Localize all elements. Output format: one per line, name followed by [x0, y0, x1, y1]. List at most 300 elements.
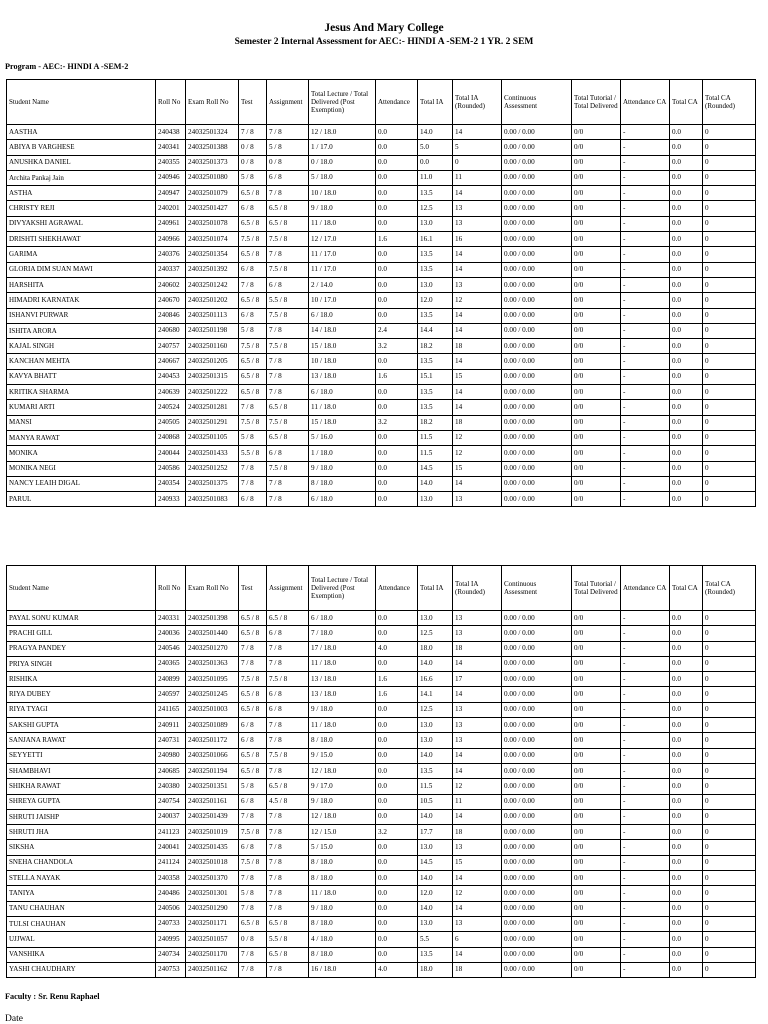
cell-continuous-assessment: 0.00 / 0.00: [502, 702, 572, 717]
cell-tutorials: 0/0: [572, 932, 621, 947]
cell-attendance-ca: -: [621, 262, 670, 277]
column-header-total-ia-rounded: Total IA (Rounded): [453, 566, 502, 611]
cell-lectures: 6 / 18.0: [309, 308, 376, 323]
cell-exam-roll-no: 24032501375: [186, 476, 239, 491]
table-row: [7, 125, 756, 140]
cell-lectures: 5 / 16.0: [309, 430, 376, 445]
cell-attendance: 3.2: [376, 339, 418, 354]
cell-exam-roll-no: 24032501363: [186, 656, 239, 671]
cell-roll-no: 240899: [156, 672, 186, 687]
cell-exam-roll-no: 24032501222: [186, 385, 239, 400]
cell-total-ia-rounded: 15: [453, 855, 502, 870]
cell-assignment: 7 / 8: [267, 125, 309, 140]
program-label: Program - AEC:- HINDI A -SEM-2: [5, 62, 129, 71]
cell-total-ia-rounded: 13: [453, 718, 502, 733]
column-header-attendance: Attendance: [376, 80, 418, 125]
cell-tutorials: 0/0: [572, 446, 621, 461]
cell-total-ia-rounded: 5: [453, 140, 502, 155]
table-row: [7, 809, 756, 824]
cell-roll-no: 240868: [156, 430, 186, 445]
table-row: [7, 232, 756, 247]
cell-student-name: SHAMBHAVI: [7, 763, 156, 778]
cell-tutorials: 0/0: [572, 461, 621, 476]
cell-test: 5 / 8: [239, 779, 267, 794]
table-row: [7, 733, 756, 748]
cell-exam-roll-no: 24032501066: [186, 748, 239, 763]
cell-test: 7.5 / 8: [239, 855, 267, 870]
cell-attendance: 0.0: [376, 155, 418, 170]
cell-roll-no: 240602: [156, 277, 186, 292]
cell-assignment: 7.5 / 8: [267, 308, 309, 323]
cell-total-ca: 0.0: [670, 323, 703, 338]
cell-total-ca: 0.0: [670, 611, 703, 626]
cell-exam-roll-no: 24032501373: [186, 155, 239, 170]
cell-student-name: PAYAL SONU KUMAR: [7, 611, 156, 626]
cell-total-ia: 13.0: [418, 492, 453, 507]
cell-attendance: 1.6: [376, 672, 418, 687]
cell-student-name: RIYA DUBEY: [7, 687, 156, 702]
cell-total-ca: 0.0: [670, 277, 703, 292]
cell-roll-no: 240365: [156, 656, 186, 671]
cell-tutorials: 0/0: [572, 672, 621, 687]
cell-total-ia-rounded: 13: [453, 201, 502, 216]
cell-tutorials: 0/0: [572, 262, 621, 277]
cell-assignment: 6.5 / 8: [267, 611, 309, 626]
cell-lectures: 14 / 18.0: [309, 323, 376, 338]
cell-roll-no: 240546: [156, 641, 186, 656]
cell-assignment: 6 / 8: [267, 170, 309, 185]
cell-attendance-ca: -: [621, 308, 670, 323]
cell-continuous-assessment: 0.00 / 0.00: [502, 962, 572, 977]
cell-continuous-assessment: 0.00 / 0.00: [502, 748, 572, 763]
cell-continuous-assessment: 0.00 / 0.00: [502, 369, 572, 384]
cell-tutorials: 0/0: [572, 125, 621, 140]
cell-lectures: 0 / 18.0: [309, 155, 376, 170]
cell-assignment: 6 / 8: [267, 687, 309, 702]
table-row: [7, 932, 756, 947]
cell-assignment: 7 / 8: [267, 354, 309, 369]
cell-attendance-ca: -: [621, 400, 670, 415]
cell-test: 7 / 8: [239, 641, 267, 656]
cell-total-ca: 0.0: [670, 794, 703, 809]
cell-total-ia: 18.0: [418, 641, 453, 656]
cell-lectures: 15 / 18.0: [309, 415, 376, 430]
cell-roll-no: 240995: [156, 932, 186, 947]
cell-total-ca-rounded: 0: [703, 186, 756, 201]
cell-student-name: TULSI CHAUHAN: [7, 916, 156, 931]
cell-exam-roll-no: 24032501079: [186, 186, 239, 201]
column-header-continuous-assessment: Continuous Assessment: [502, 80, 572, 125]
cell-attendance-ca: -: [621, 962, 670, 977]
cell-roll-no: 240961: [156, 216, 186, 231]
cell-student-name: KAVYA BHATT: [7, 369, 156, 384]
cell-continuous-assessment: 0.00 / 0.00: [502, 201, 572, 216]
cell-total-ia: 15.1: [418, 369, 453, 384]
cell-exam-roll-no: 24032501242: [186, 277, 239, 292]
cell-attendance: 0.0: [376, 186, 418, 201]
cell-total-ia-rounded: 14: [453, 748, 502, 763]
cell-test: 5 / 8: [239, 323, 267, 338]
cell-roll-no: 240036: [156, 626, 186, 641]
cell-attendance: 0.0: [376, 492, 418, 507]
cell-roll-no: 240754: [156, 794, 186, 809]
cell-total-ca-rounded: 0: [703, 886, 756, 901]
cell-roll-no: 240037: [156, 809, 186, 824]
cell-continuous-assessment: 0.00 / 0.00: [502, 871, 572, 886]
cell-tutorials: 0/0: [572, 962, 621, 977]
cell-total-ca: 0.0: [670, 886, 703, 901]
cell-student-name: ISHANVI PURWAR: [7, 308, 156, 323]
table-row: [7, 277, 756, 292]
cell-lectures: 8 / 18.0: [309, 733, 376, 748]
cell-total-ia-rounded: 15: [453, 369, 502, 384]
cell-student-name: STELLA NAYAK: [7, 871, 156, 886]
cell-attendance: 0.0: [376, 262, 418, 277]
cell-test: 6 / 8: [239, 718, 267, 733]
cell-total-ca: 0.0: [670, 369, 703, 384]
cell-total-ca: 0.0: [670, 430, 703, 445]
cell-total-ia-rounded: 17: [453, 672, 502, 687]
cell-exam-roll-no: 24032501315: [186, 369, 239, 384]
cell-total-ia-rounded: 12: [453, 779, 502, 794]
cell-attendance: 0.0: [376, 809, 418, 824]
cell-student-name: GARIMA: [7, 247, 156, 262]
cell-lectures: 10 / 18.0: [309, 186, 376, 201]
column-header-attendance-ca: Attendance CA: [621, 566, 670, 611]
cell-attendance: 0.0: [376, 932, 418, 947]
cell-total-ca: 0.0: [670, 916, 703, 931]
cell-attendance-ca: -: [621, 216, 670, 231]
cell-total-ia: 12.0: [418, 293, 453, 308]
date-label: Date: [5, 1014, 23, 1024]
cell-total-ia: 13.0: [418, 733, 453, 748]
header-row: [7, 566, 756, 611]
cell-attendance: 0.0: [376, 702, 418, 717]
cell-attendance: 0.0: [376, 293, 418, 308]
cell-roll-no: 240680: [156, 323, 186, 338]
cell-exam-roll-no: 24032501388: [186, 140, 239, 155]
cell-assignment: 6.5 / 8: [267, 430, 309, 445]
column-header-test: Test: [239, 566, 267, 611]
cell-total-ia: 18.2: [418, 415, 453, 430]
cell-total-ia: 18.2: [418, 339, 453, 354]
cell-roll-no: 240331: [156, 611, 186, 626]
cell-assignment: 7.5 / 8: [267, 415, 309, 430]
cell-exam-roll-no: 24032501370: [186, 871, 239, 886]
table-row: [7, 430, 756, 445]
cell-total-ia: 16.1: [418, 232, 453, 247]
cell-roll-no: 240044: [156, 446, 186, 461]
cell-exam-roll-no: 24032501057: [186, 932, 239, 947]
cell-lectures: 9 / 15.0: [309, 748, 376, 763]
cell-test: 7.5 / 8: [239, 825, 267, 840]
cell-tutorials: 0/0: [572, 901, 621, 916]
cell-continuous-assessment: 0.00 / 0.00: [502, 308, 572, 323]
cell-attendance-ca: -: [621, 763, 670, 778]
cell-total-ca: 0.0: [670, 415, 703, 430]
cell-test: 6.5 / 8: [239, 763, 267, 778]
cell-continuous-assessment: 0.00 / 0.00: [502, 794, 572, 809]
cell-lectures: 6 / 18.0: [309, 492, 376, 507]
cell-attendance-ca: -: [621, 461, 670, 476]
cell-exam-roll-no: 24032501202: [186, 293, 239, 308]
cell-test: 6 / 8: [239, 492, 267, 507]
cell-roll-no: 240524: [156, 400, 186, 415]
cell-test: 7 / 8: [239, 947, 267, 962]
cell-total-ia: 14.0: [418, 748, 453, 763]
cell-total-ca-rounded: 0: [703, 430, 756, 445]
cell-total-ca: 0.0: [670, 354, 703, 369]
cell-lectures: 1 / 18.0: [309, 446, 376, 461]
cell-roll-no: 240201: [156, 201, 186, 216]
cell-continuous-assessment: 0.00 / 0.00: [502, 400, 572, 415]
cell-student-name: VANSHIKA: [7, 947, 156, 962]
cell-roll-no: 240731: [156, 733, 186, 748]
cell-exam-roll-no: 24032501291: [186, 415, 239, 430]
cell-continuous-assessment: 0.00 / 0.00: [502, 446, 572, 461]
cell-lectures: 11 / 18.0: [309, 656, 376, 671]
cell-total-ca: 0.0: [670, 656, 703, 671]
cell-student-name: KANCHAN MEHTA: [7, 354, 156, 369]
cell-tutorials: 0/0: [572, 369, 621, 384]
cell-attendance: 0.0: [376, 871, 418, 886]
cell-exam-roll-no: 24032501018: [186, 855, 239, 870]
cell-total-ia: 14.5: [418, 461, 453, 476]
cell-exam-roll-no: 24032501354: [186, 247, 239, 262]
cell-total-ca: 0.0: [670, 871, 703, 886]
cell-assignment: 7 / 8: [267, 871, 309, 886]
cell-lectures: 11 / 18.0: [309, 400, 376, 415]
cell-test: 6 / 8: [239, 201, 267, 216]
table-row: [7, 626, 756, 641]
cell-total-ca-rounded: 0: [703, 323, 756, 338]
column-header-student-name: Student Name: [7, 80, 156, 125]
cell-test: 7 / 8: [239, 125, 267, 140]
cell-test: 6.5 / 8: [239, 354, 267, 369]
cell-attendance: 1.6: [376, 687, 418, 702]
cell-total-ia-rounded: 12: [453, 430, 502, 445]
table-row: [7, 308, 756, 323]
cell-exam-roll-no: 24032501398: [186, 611, 239, 626]
cell-student-name: SEYYETTI: [7, 748, 156, 763]
cell-exam-roll-no: 24032501171: [186, 916, 239, 931]
assessment-table-1: [6, 79, 756, 507]
cell-roll-no: 240639: [156, 385, 186, 400]
cell-test: 6.5 / 8: [239, 385, 267, 400]
cell-total-ia: 11.5: [418, 779, 453, 794]
cell-tutorials: 0/0: [572, 308, 621, 323]
cell-tutorials: 0/0: [572, 702, 621, 717]
table-row: [7, 672, 756, 687]
table-row: [7, 385, 756, 400]
cell-total-ia: 14.0: [418, 809, 453, 824]
cell-continuous-assessment: 0.00 / 0.00: [502, 656, 572, 671]
cell-student-name: UJJWAL: [7, 932, 156, 947]
cell-lectures: 6 / 18.0: [309, 385, 376, 400]
cell-total-ia-rounded: 14: [453, 901, 502, 916]
cell-total-ia-rounded: 14: [453, 247, 502, 262]
cell-assignment: 6.5 / 8: [267, 916, 309, 931]
cell-roll-no: 240597: [156, 687, 186, 702]
cell-total-ca: 0.0: [670, 626, 703, 641]
cell-attendance-ca: -: [621, 446, 670, 461]
cell-tutorials: 0/0: [572, 611, 621, 626]
cell-tutorials: 0/0: [572, 232, 621, 247]
cell-assignment: 7 / 8: [267, 825, 309, 840]
cell-total-ia-rounded: 11: [453, 170, 502, 185]
cell-assignment: 7.5 / 8: [267, 461, 309, 476]
column-header-assignment: Assignment: [267, 80, 309, 125]
cell-test: 6 / 8: [239, 262, 267, 277]
cell-attendance: 0.0: [376, 216, 418, 231]
cell-attendance: 3.2: [376, 415, 418, 430]
cell-total-ca-rounded: 0: [703, 855, 756, 870]
cell-continuous-assessment: 0.00 / 0.00: [502, 840, 572, 855]
cell-total-ia-rounded: 6: [453, 932, 502, 947]
cell-total-ca-rounded: 0: [703, 825, 756, 840]
cell-lectures: 9 / 17.0: [309, 779, 376, 794]
cell-student-name: KAJAL SINGH: [7, 339, 156, 354]
cell-total-ca-rounded: 0: [703, 779, 756, 794]
cell-test: 6 / 8: [239, 308, 267, 323]
cell-lectures: 5 / 15.0: [309, 840, 376, 855]
cell-test: 5 / 8: [239, 886, 267, 901]
cell-lectures: 5 / 18.0: [309, 170, 376, 185]
cell-lectures: 11 / 18.0: [309, 718, 376, 733]
cell-total-ca: 0.0: [670, 840, 703, 855]
cell-total-ia-rounded: 14: [453, 323, 502, 338]
cell-test: 5 / 8: [239, 170, 267, 185]
cell-attendance-ca: -: [621, 247, 670, 262]
cell-assignment: 7 / 8: [267, 369, 309, 384]
cell-total-ca-rounded: 0: [703, 492, 756, 507]
cell-tutorials: 0/0: [572, 140, 621, 155]
cell-attendance: 0.0: [376, 308, 418, 323]
cell-student-name: TANU CHAUHAN: [7, 901, 156, 916]
cell-continuous-assessment: 0.00 / 0.00: [502, 232, 572, 247]
table-row: [7, 354, 756, 369]
cell-total-ca: 0.0: [670, 476, 703, 491]
table-row: [7, 492, 756, 507]
cell-attendance: 1.6: [376, 232, 418, 247]
cell-attendance: 0.0: [376, 656, 418, 671]
cell-attendance-ca: -: [621, 901, 670, 916]
cell-attendance: 0.0: [376, 718, 418, 733]
faculty-label: Faculty : Sr. Renu Raphael: [5, 992, 100, 1001]
cell-attendance: 2.4: [376, 323, 418, 338]
column-header-attendance: Attendance: [376, 566, 418, 611]
cell-total-ia: 0.0: [418, 155, 453, 170]
cell-attendance-ca: -: [621, 718, 670, 733]
cell-exam-roll-no: 24032501003: [186, 702, 239, 717]
cell-student-name: KUMARI ARTI: [7, 400, 156, 415]
cell-student-name: RIYA TYAGI: [7, 702, 156, 717]
cell-total-ca-rounded: 0: [703, 216, 756, 231]
cell-total-ia-rounded: 14: [453, 947, 502, 962]
column-header-total-ia: Total IA: [418, 80, 453, 125]
cell-continuous-assessment: 0.00 / 0.00: [502, 855, 572, 870]
table-row: [7, 461, 756, 476]
cell-attendance: 0.0: [376, 733, 418, 748]
cell-exam-roll-no: 24032501080: [186, 170, 239, 185]
cell-test: 0 / 8: [239, 140, 267, 155]
table-row: [7, 476, 756, 491]
cell-total-ia-rounded: 14: [453, 354, 502, 369]
cell-student-name: ASTHA: [7, 186, 156, 201]
cell-roll-no: 241165: [156, 702, 186, 717]
cell-total-ia: 13.0: [418, 916, 453, 931]
cell-test: 0 / 8: [239, 932, 267, 947]
cell-exam-roll-no: 24032501172: [186, 733, 239, 748]
cell-assignment: 6 / 8: [267, 446, 309, 461]
cell-assignment: 7.5 / 8: [267, 339, 309, 354]
cell-total-ca-rounded: 0: [703, 718, 756, 733]
cell-continuous-assessment: 0.00 / 0.00: [502, 293, 572, 308]
cell-student-name: SHIKHA RAWAT: [7, 779, 156, 794]
table-row: [7, 216, 756, 231]
cell-student-name: MANYA RAWAT: [7, 430, 156, 445]
cell-student-name: NANCY LEAIH DIGAL: [7, 476, 156, 491]
column-header-total-ca-rounded: Total CA (Rounded): [703, 566, 756, 611]
cell-tutorials: 0/0: [572, 794, 621, 809]
column-header-assignment: Assignment: [267, 566, 309, 611]
cell-assignment: 7 / 8: [267, 840, 309, 855]
column-header-total-ca: Total CA: [670, 566, 703, 611]
cell-assignment: 7 / 8: [267, 247, 309, 262]
cell-attendance-ca: -: [621, 232, 670, 247]
table-row: [7, 155, 756, 170]
cell-exam-roll-no: 24032501170: [186, 947, 239, 962]
cell-total-ca-rounded: 0: [703, 809, 756, 824]
column-header-total-ia: Total IA: [418, 566, 453, 611]
cell-total-ia: 13.5: [418, 947, 453, 962]
cell-total-ca-rounded: 0: [703, 932, 756, 947]
cell-continuous-assessment: 0.00 / 0.00: [502, 155, 572, 170]
cell-attendance: 0.0: [376, 400, 418, 415]
cell-attendance: 0.0: [376, 855, 418, 870]
cell-roll-no: 240980: [156, 748, 186, 763]
cell-total-ia-rounded: 12: [453, 886, 502, 901]
cell-exam-roll-no: 24032501194: [186, 763, 239, 778]
cell-total-ca: 0.0: [670, 186, 703, 201]
cell-lectures: 11 / 17.0: [309, 262, 376, 277]
cell-tutorials: 0/0: [572, 216, 621, 231]
cell-tutorials: 0/0: [572, 779, 621, 794]
cell-total-ia-rounded: 18: [453, 825, 502, 840]
table-row: [7, 641, 756, 656]
cell-assignment: 7 / 8: [267, 718, 309, 733]
cell-test: 6.5 / 8: [239, 216, 267, 231]
table-body: [7, 611, 756, 978]
cell-assignment: 7 / 8: [267, 809, 309, 824]
cell-lectures: 2 / 14.0: [309, 277, 376, 292]
cell-total-ia: 14.0: [418, 476, 453, 491]
cell-attendance-ca: -: [621, 339, 670, 354]
cell-assignment: 7 / 8: [267, 901, 309, 916]
cell-attendance-ca: -: [621, 430, 670, 445]
cell-test: 6.5 / 8: [239, 293, 267, 308]
cell-attendance-ca: -: [621, 733, 670, 748]
cell-total-ia-rounded: 14: [453, 308, 502, 323]
cell-total-ia-rounded: 14: [453, 763, 502, 778]
cell-attendance-ca: -: [621, 871, 670, 886]
cell-attendance-ca: -: [621, 748, 670, 763]
cell-attendance: 0.0: [376, 247, 418, 262]
cell-continuous-assessment: 0.00 / 0.00: [502, 901, 572, 916]
cell-test: 7 / 8: [239, 901, 267, 916]
cell-test: 7.5 / 8: [239, 672, 267, 687]
cell-attendance-ca: -: [621, 140, 670, 155]
